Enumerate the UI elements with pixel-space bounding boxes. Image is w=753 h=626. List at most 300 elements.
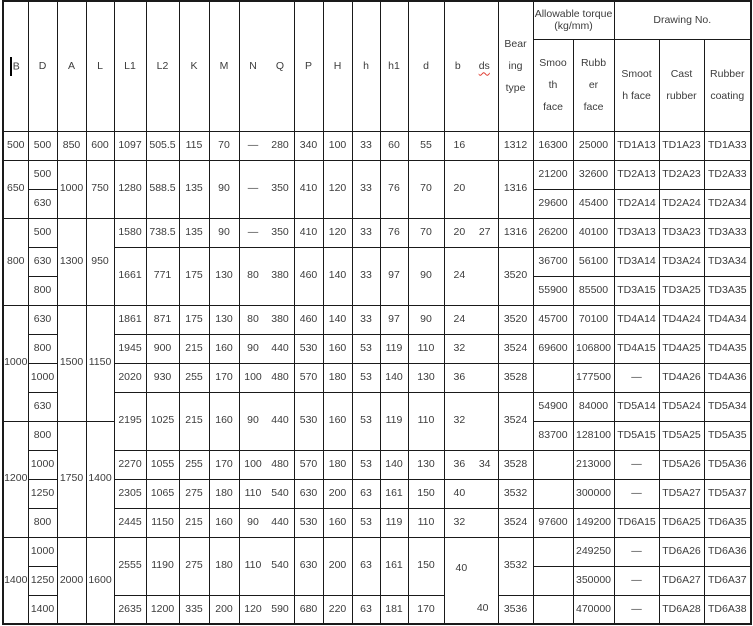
cell-torque-smooth[interactable]	[533, 479, 573, 508]
cell-d[interactable]: 130	[408, 363, 444, 392]
cell-h1[interactable]: 161	[380, 537, 408, 595]
col-header-h1[interactable]: h1	[380, 1, 408, 131]
cell-dwg-cast[interactable]: TD4A24	[659, 305, 704, 334]
cell-h1[interactable]: 119	[380, 392, 408, 450]
cell-M[interactable]: 130	[209, 247, 239, 305]
cell-D[interactable]: 630	[28, 392, 57, 421]
cell-D[interactable]: 1000	[28, 537, 57, 566]
cell-D[interactable]: 500	[28, 218, 57, 247]
cell-dwg-coating[interactable]: TD5A36	[704, 450, 751, 479]
col-header-torque-smooth-face[interactable]: Smooth face	[533, 39, 573, 131]
cell-M[interactable]: 70	[209, 131, 239, 160]
cell-M[interactable]: 170	[209, 363, 239, 392]
cell-dwg-cast[interactable]: TD5A27	[659, 479, 704, 508]
cell-b-ds[interactable]	[444, 160, 498, 218]
cell-torque-rubber[interactable]: 249250	[573, 537, 614, 566]
cell-b-ds[interactable]	[444, 363, 498, 392]
col-header-L1[interactable]: L1	[114, 1, 146, 131]
col-header-A[interactable]: A	[57, 1, 86, 131]
cell-dwg-coating[interactable]: TD6A35	[704, 508, 751, 537]
cell-dwg-cast[interactable]: TD3A23	[659, 218, 704, 247]
cell-H[interactable]: 140	[323, 247, 352, 305]
cell-dwg-smooth[interactable]: —	[614, 537, 659, 566]
cell-L2[interactable]: 900	[146, 334, 179, 363]
cell-P[interactable]: 570	[294, 363, 323, 392]
col-group-drawing-no[interactable]: Drawing No.	[614, 1, 751, 39]
cell-dwg-cast[interactable]: TD2A24	[659, 189, 704, 218]
cell-D[interactable]: 1250	[28, 479, 57, 508]
cell-L2[interactable]: 1150	[146, 508, 179, 537]
col-header-P[interactable]: P	[294, 1, 323, 131]
cell-dwg-cast[interactable]: TD3A25	[659, 276, 704, 305]
cell-L[interactable]: 750	[86, 160, 114, 218]
cell-M[interactable]: 200	[209, 595, 239, 624]
cell-torque-smooth[interactable]	[533, 363, 573, 392]
cell-N-Q[interactable]	[239, 595, 294, 624]
cell-H[interactable]: 180	[323, 363, 352, 392]
cell-N-Q[interactable]	[239, 218, 294, 247]
cell-dwg-smooth[interactable]: —	[614, 450, 659, 479]
cell-K[interactable]: 135	[179, 160, 209, 218]
cell-K[interactable]: 215	[179, 392, 209, 450]
cell-H[interactable]: 220	[323, 595, 352, 624]
cell-dwg-cast[interactable]: TD1A23	[659, 131, 704, 160]
cell-bearing[interactable]: 3524	[498, 392, 533, 450]
cell-d[interactable]: 110	[408, 334, 444, 363]
cell-K[interactable]: 255	[179, 450, 209, 479]
cell-M[interactable]: 160	[209, 392, 239, 450]
cell-d[interactable]: 110	[408, 508, 444, 537]
cell-torque-rubber[interactable]: 300000	[573, 479, 614, 508]
cell-H[interactable]: 200	[323, 537, 352, 595]
cell-h[interactable]: 33	[352, 218, 380, 247]
cell-D[interactable]: 1000	[28, 450, 57, 479]
cell-D[interactable]: 800	[28, 421, 57, 450]
cell-P[interactable]: 410	[294, 218, 323, 247]
cell-torque-smooth[interactable]: 69600	[533, 334, 573, 363]
cell-B[interactable]: 1200	[3, 421, 28, 537]
cell-M[interactable]: 160	[209, 334, 239, 363]
cell-bearing[interactable]: 3536	[498, 595, 533, 624]
cell-torque-smooth[interactable]	[533, 566, 573, 595]
cell-L2[interactable]: 738.5	[146, 218, 179, 247]
cell-h[interactable]: 33	[352, 305, 380, 334]
cell-L2[interactable]: 505.5	[146, 131, 179, 160]
cell-d[interactable]: 55	[408, 131, 444, 160]
cell-L2[interactable]: 1055	[146, 450, 179, 479]
cell-torque-smooth[interactable]: 36700	[533, 247, 573, 276]
cell-D[interactable]: 800	[28, 334, 57, 363]
col-header-dwg-cast-rubber[interactable]: Cast rubber	[659, 39, 704, 131]
cell-torque-smooth[interactable]: 29600	[533, 189, 573, 218]
cell-torque-rubber[interactable]: 70100	[573, 305, 614, 334]
cell-d[interactable]: 90	[408, 247, 444, 305]
cell-bearing[interactable]: 1316	[498, 160, 533, 218]
cell-bearing[interactable]: 3532	[498, 479, 533, 508]
col-header-N-Q[interactable]	[239, 1, 294, 131]
col-header-L2[interactable]: L2	[146, 1, 179, 131]
cell-dwg-coating[interactable]: TD2A34	[704, 189, 751, 218]
col-header-torque-rubber-face[interactable]: Rubber face	[573, 39, 614, 131]
cell-d[interactable]: 70	[408, 160, 444, 218]
cell-b-ds[interactable]	[444, 218, 498, 247]
col-header-h[interactable]: h	[352, 1, 380, 131]
cell-dwg-smooth[interactable]: —	[614, 566, 659, 595]
cell-D[interactable]: 630	[28, 189, 57, 218]
cell-H[interactable]: 120	[323, 160, 352, 218]
cell-torque-smooth[interactable]: 97600	[533, 508, 573, 537]
cell-P[interactable]: 460	[294, 247, 323, 305]
cell-L1[interactable]: 2305	[114, 479, 146, 508]
cell-dwg-smooth[interactable]: TD5A15	[614, 421, 659, 450]
cell-L2[interactable]: 930	[146, 363, 179, 392]
cell-torque-rubber[interactable]: 177500	[573, 363, 614, 392]
col-header-H[interactable]: H	[323, 1, 352, 131]
cell-M[interactable]: 170	[209, 450, 239, 479]
cell-D[interactable]: 630	[28, 305, 57, 334]
cell-L2[interactable]: 1025	[146, 392, 179, 450]
cell-dwg-cast[interactable]: TD6A26	[659, 537, 704, 566]
cell-dwg-smooth[interactable]: TD2A14	[614, 189, 659, 218]
cell-h[interactable]: 63	[352, 595, 380, 624]
cell-B[interactable]: 650	[3, 160, 28, 218]
cell-d[interactable]: 150	[408, 479, 444, 508]
cell-h[interactable]: 53	[352, 334, 380, 363]
cell-torque-rubber[interactable]: 470000	[573, 595, 614, 624]
cell-bearing[interactable]: 3532	[498, 537, 533, 595]
cell-M[interactable]: 130	[209, 305, 239, 334]
cell-b-ds[interactable]	[444, 450, 498, 479]
cell-h[interactable]: 33	[352, 131, 380, 160]
cell-dwg-coating[interactable]: TD5A37	[704, 479, 751, 508]
cell-h1[interactable]: 119	[380, 508, 408, 537]
cell-P[interactable]: 460	[294, 305, 323, 334]
cell-K[interactable]: 215	[179, 508, 209, 537]
cell-h1[interactable]: 181	[380, 595, 408, 624]
cell-dwg-coating[interactable]: TD3A35	[704, 276, 751, 305]
cell-d[interactable]: 70	[408, 218, 444, 247]
cell-L2[interactable]: 1065	[146, 479, 179, 508]
cell-H[interactable]: 140	[323, 305, 352, 334]
cell-L1[interactable]: 2020	[114, 363, 146, 392]
cell-dwg-cast[interactable]: TD2A23	[659, 160, 704, 189]
cell-h[interactable]: 53	[352, 508, 380, 537]
cell-K[interactable]: 215	[179, 334, 209, 363]
cell-b-value: 16	[453, 138, 466, 151]
cell-M[interactable]: 180	[209, 479, 239, 508]
cell-K[interactable]: 255	[179, 363, 209, 392]
cell-L2[interactable]: 771	[146, 247, 179, 305]
cell-L2[interactable]: 588.5	[146, 160, 179, 218]
cell-bearing[interactable]: 1316	[498, 218, 533, 247]
cell-K[interactable]: 175	[179, 305, 209, 334]
cell-N-Q[interactable]	[239, 450, 294, 479]
col-header-bearing-type[interactable]: Bearing type	[498, 1, 533, 131]
cell-dwg-coating[interactable]: TD1A33	[704, 131, 751, 160]
cell-torque-rubber[interactable]: 32600	[573, 160, 614, 189]
cell-L1[interactable]: 1580	[114, 218, 146, 247]
cell-M[interactable]: 90	[209, 218, 239, 247]
cell-K[interactable]: 175	[179, 247, 209, 305]
cell-torque-rubber[interactable]: 45400	[573, 189, 614, 218]
cell-D[interactable]: 630	[28, 247, 57, 276]
col-header-M[interactable]: M	[209, 1, 239, 131]
cell-dwg-coating[interactable]: TD3A34	[704, 247, 751, 276]
cell-P[interactable]: 340	[294, 131, 323, 160]
cell-dwg-smooth[interactable]: TD4A15	[614, 334, 659, 363]
cell-dwg-coating[interactable]: TD4A36	[704, 363, 751, 392]
cell-L1[interactable]: 1097	[114, 131, 146, 160]
cell-torque-rubber[interactable]: 106800	[573, 334, 614, 363]
cell-dwg-smooth[interactable]: TD4A14	[614, 305, 659, 334]
cell-M[interactable]: 160	[209, 508, 239, 537]
cell-H[interactable]: 120	[323, 218, 352, 247]
cell-A[interactable]: 1500	[57, 305, 86, 421]
cell-h1[interactable]: 97	[380, 305, 408, 334]
cell-b-ds[interactable]	[444, 479, 498, 508]
cell-B[interactable]: 500	[3, 131, 28, 160]
cell-L2[interactable]: 871	[146, 305, 179, 334]
cell-torque-rubber[interactable]: 40100	[573, 218, 614, 247]
cell-b-ds[interactable]	[444, 334, 498, 363]
cell-N-Q[interactable]	[239, 537, 294, 595]
cell-P[interactable]: 410	[294, 160, 323, 218]
cell-dwg-cast[interactable]: TD6A27	[659, 566, 704, 595]
cell-A[interactable]: 1750	[57, 421, 86, 537]
cell-d[interactable]: 90	[408, 305, 444, 334]
cell-bearing[interactable]: 3524	[498, 334, 533, 363]
cell-L1[interactable]: 1280	[114, 160, 146, 218]
col-group-allowable-torque[interactable]: Allowable torque (kg/mm)	[533, 1, 614, 39]
cell-torque-smooth[interactable]: 16300	[533, 131, 573, 160]
cell-D[interactable]: 500	[28, 160, 57, 189]
cell-torque-smooth[interactable]	[533, 450, 573, 479]
cell-L[interactable]: 1600	[86, 537, 114, 624]
cell-L[interactable]: 1150	[86, 305, 114, 421]
cell-N-Q[interactable]	[239, 160, 294, 218]
col-header-d[interactable]: d	[408, 1, 444, 131]
cell-b-ds[interactable]	[444, 392, 498, 450]
cell-dwg-smooth[interactable]: —	[614, 479, 659, 508]
cell-N-Q[interactable]	[239, 363, 294, 392]
cell-h[interactable]: 33	[352, 247, 380, 305]
cell-dwg-smooth[interactable]: TD3A14	[614, 247, 659, 276]
cell-L2[interactable]: 1200	[146, 595, 179, 624]
col-header-L[interactable]: L	[86, 1, 114, 131]
cell-N-Q[interactable]	[239, 305, 294, 334]
cell-bearing[interactable]: 3520	[498, 305, 533, 334]
cell-b-ds[interactable]	[444, 131, 498, 160]
cell-P[interactable]: 530	[294, 334, 323, 363]
cell-A[interactable]: 1000	[57, 160, 86, 218]
cell-b-ds[interactable]	[444, 247, 498, 305]
cell-d[interactable]: 150	[408, 537, 444, 595]
cell-B[interactable]: 800	[3, 218, 28, 305]
cell-torque-smooth[interactable]: 26200	[533, 218, 573, 247]
cell-M[interactable]: 90	[209, 160, 239, 218]
cell-H[interactable]: 160	[323, 392, 352, 450]
cell-L1[interactable]: 2195	[114, 392, 146, 450]
cell-h1[interactable]: 161	[380, 479, 408, 508]
cell-N-Q[interactable]	[239, 479, 294, 508]
cell-K[interactable]: 115	[179, 131, 209, 160]
cell-L1[interactable]: 2635	[114, 595, 146, 624]
cell-D[interactable]: 1250	[28, 566, 57, 595]
cell-ds-value: 34	[478, 457, 491, 470]
cell-h[interactable]: 53	[352, 363, 380, 392]
cell-L[interactable]: 950	[86, 218, 114, 305]
cell-N-Q[interactable]	[239, 392, 294, 450]
cell-dwg-smooth[interactable]: TD5A14	[614, 392, 659, 421]
col-header-K[interactable]: K	[179, 1, 209, 131]
col-header-dwg-smooth-face[interactable]: Smooth face	[614, 39, 659, 131]
cell-H[interactable]: 100	[323, 131, 352, 160]
cell-D[interactable]: 500	[28, 131, 57, 160]
cell-L[interactable]: 1400	[86, 421, 114, 537]
cell-torque-rubber[interactable]: 56100	[573, 247, 614, 276]
cell-N-Q[interactable]	[239, 334, 294, 363]
cell-b-ds[interactable]	[444, 537, 498, 624]
cell-dwg-smooth[interactable]: —	[614, 595, 659, 624]
col-header-D[interactable]: D	[28, 1, 57, 131]
cell-torque-rubber[interactable]: 149200	[573, 508, 614, 537]
cell-torque-rubber[interactable]: 25000	[573, 131, 614, 160]
cell-dwg-coating[interactable]: TD6A36	[704, 537, 751, 566]
cell-dwg-cast[interactable]: TD5A26	[659, 450, 704, 479]
cell-h[interactable]: 63	[352, 479, 380, 508]
cell-dwg-cast[interactable]: TD6A25	[659, 508, 704, 537]
cell-h1[interactable]: 60	[380, 131, 408, 160]
cell-P[interactable]: 570	[294, 450, 323, 479]
cell-torque-rubber[interactable]: 85500	[573, 276, 614, 305]
cell-B[interactable]: 1000	[3, 305, 28, 421]
cell-dwg-smooth[interactable]: TD3A15	[614, 276, 659, 305]
cell-h[interactable]: 33	[352, 160, 380, 218]
cell-D[interactable]: 1000	[28, 363, 57, 392]
cell-h1[interactable]: 76	[380, 160, 408, 218]
cell-h1[interactable]: 140	[380, 363, 408, 392]
cell-P[interactable]: 630	[294, 537, 323, 595]
cell-dwg-cast[interactable]: TD3A24	[659, 247, 704, 276]
cell-h[interactable]: 63	[352, 537, 380, 595]
cell-dwg-coating[interactable]: TD3A33	[704, 218, 751, 247]
cell-dwg-coating[interactable]: TD4A35	[704, 334, 751, 363]
cell-dwg-smooth[interactable]: —	[614, 363, 659, 392]
cell-H[interactable]: 180	[323, 450, 352, 479]
cell-d[interactable]: 170	[408, 595, 444, 624]
cell-torque-smooth[interactable]: 45700	[533, 305, 573, 334]
cell-M[interactable]: 180	[209, 537, 239, 595]
cell-L[interactable]: 600	[86, 131, 114, 160]
cell-dwg-smooth[interactable]: TD1A13	[614, 131, 659, 160]
cell-h[interactable]: 53	[352, 450, 380, 479]
cell-torque-smooth[interactable]: 83700	[533, 421, 573, 450]
cell-P[interactable]: 530	[294, 508, 323, 537]
cell-dwg-cast[interactable]: TD6A28	[659, 595, 704, 624]
cell-D[interactable]: 1400	[28, 595, 57, 624]
cell-H[interactable]: 160	[323, 508, 352, 537]
cell-K[interactable]: 135	[179, 218, 209, 247]
cell-P[interactable]: 680	[294, 595, 323, 624]
cell-torque-smooth[interactable]	[533, 595, 573, 624]
cell-h1[interactable]: 76	[380, 218, 408, 247]
col-header-B[interactable]	[3, 1, 28, 131]
cell-b-ds[interactable]	[444, 508, 498, 537]
cell-h1[interactable]: 119	[380, 334, 408, 363]
cell-dwg-cast[interactable]: TD5A24	[659, 392, 704, 421]
cell-dwg-coating[interactable]: TD5A35	[704, 421, 751, 450]
cell-K[interactable]: 335	[179, 595, 209, 624]
col-header-dwg-rubber-coating[interactable]: Rubber coating	[704, 39, 751, 131]
cell-d[interactable]: 130	[408, 450, 444, 479]
cell-L1[interactable]: 2445	[114, 508, 146, 537]
cell-dwg-smooth[interactable]: TD2A13	[614, 160, 659, 189]
cell-A[interactable]: 1300	[57, 218, 86, 305]
cell-torque-rubber[interactable]: 84000	[573, 392, 614, 421]
cell-torque-rubber[interactable]: 350000	[573, 566, 614, 595]
cell-H[interactable]: 200	[323, 479, 352, 508]
cell-dwg-coating[interactable]: TD5A34	[704, 392, 751, 421]
cell-torque-smooth[interactable]: 54900	[533, 392, 573, 421]
cell-bearing[interactable]: 3528	[498, 363, 533, 392]
cell-K[interactable]: 275	[179, 537, 209, 595]
cell-dwg-cast[interactable]: TD4A26	[659, 363, 704, 392]
cell-torque-smooth[interactable]: 55900	[533, 276, 573, 305]
cell-N-Q[interactable]	[239, 131, 294, 160]
cell-dwg-coating[interactable]: TD6A37	[704, 566, 751, 595]
cell-h[interactable]: 53	[352, 392, 380, 450]
cell-torque-rubber[interactable]: 213000	[573, 450, 614, 479]
cell-bearing[interactable]: 3520	[498, 247, 533, 305]
cell-N-Q[interactable]	[239, 508, 294, 537]
cell-A[interactable]: 850	[57, 131, 86, 160]
cell-bearing[interactable]: 1312	[498, 131, 533, 160]
cell-L1[interactable]: 2270	[114, 450, 146, 479]
cell-L1[interactable]: 2555	[114, 537, 146, 595]
cell-torque-smooth[interactable]	[533, 537, 573, 566]
cell-d[interactable]: 110	[408, 392, 444, 450]
cell-P[interactable]: 630	[294, 479, 323, 508]
cell-b-ds[interactable]	[444, 305, 498, 334]
cell-L1[interactable]: 1861	[114, 305, 146, 334]
cell-D[interactable]: 800	[28, 276, 57, 305]
cell-dwg-cast[interactable]: TD5A25	[659, 421, 704, 450]
cell-torque-smooth[interactable]: 21200	[533, 160, 573, 189]
cell-B[interactable]: 1400	[3, 537, 28, 624]
cell-dwg-smooth[interactable]: TD6A15	[614, 508, 659, 537]
cell-bearing[interactable]: 3528	[498, 450, 533, 479]
cell-L2[interactable]: 1190	[146, 537, 179, 595]
cell-L1[interactable]: 1661	[114, 247, 146, 305]
cell-L1[interactable]: 1945	[114, 334, 146, 363]
col-header-b-ds[interactable]	[444, 1, 498, 131]
cell-dwg-coating[interactable]: TD6A38	[704, 595, 751, 624]
cell-A[interactable]: 2000	[57, 537, 86, 624]
cell-dwg-coating[interactable]: TD4A34	[704, 305, 751, 334]
cell-bearing[interactable]: 3524	[498, 508, 533, 537]
cell-dwg-smooth[interactable]: TD3A13	[614, 218, 659, 247]
cell-H[interactable]: 160	[323, 334, 352, 363]
cell-dwg-cast[interactable]: TD4A25	[659, 334, 704, 363]
cell-D[interactable]: 800	[28, 508, 57, 537]
cell-N-Q[interactable]	[239, 247, 294, 305]
cell-P[interactable]: 530	[294, 392, 323, 450]
cell-h1[interactable]: 140	[380, 450, 408, 479]
cell-dwg-coating[interactable]: TD2A33	[704, 160, 751, 189]
cell-h1[interactable]: 97	[380, 247, 408, 305]
cell-K[interactable]: 275	[179, 479, 209, 508]
cell-torque-rubber[interactable]: 128100	[573, 421, 614, 450]
